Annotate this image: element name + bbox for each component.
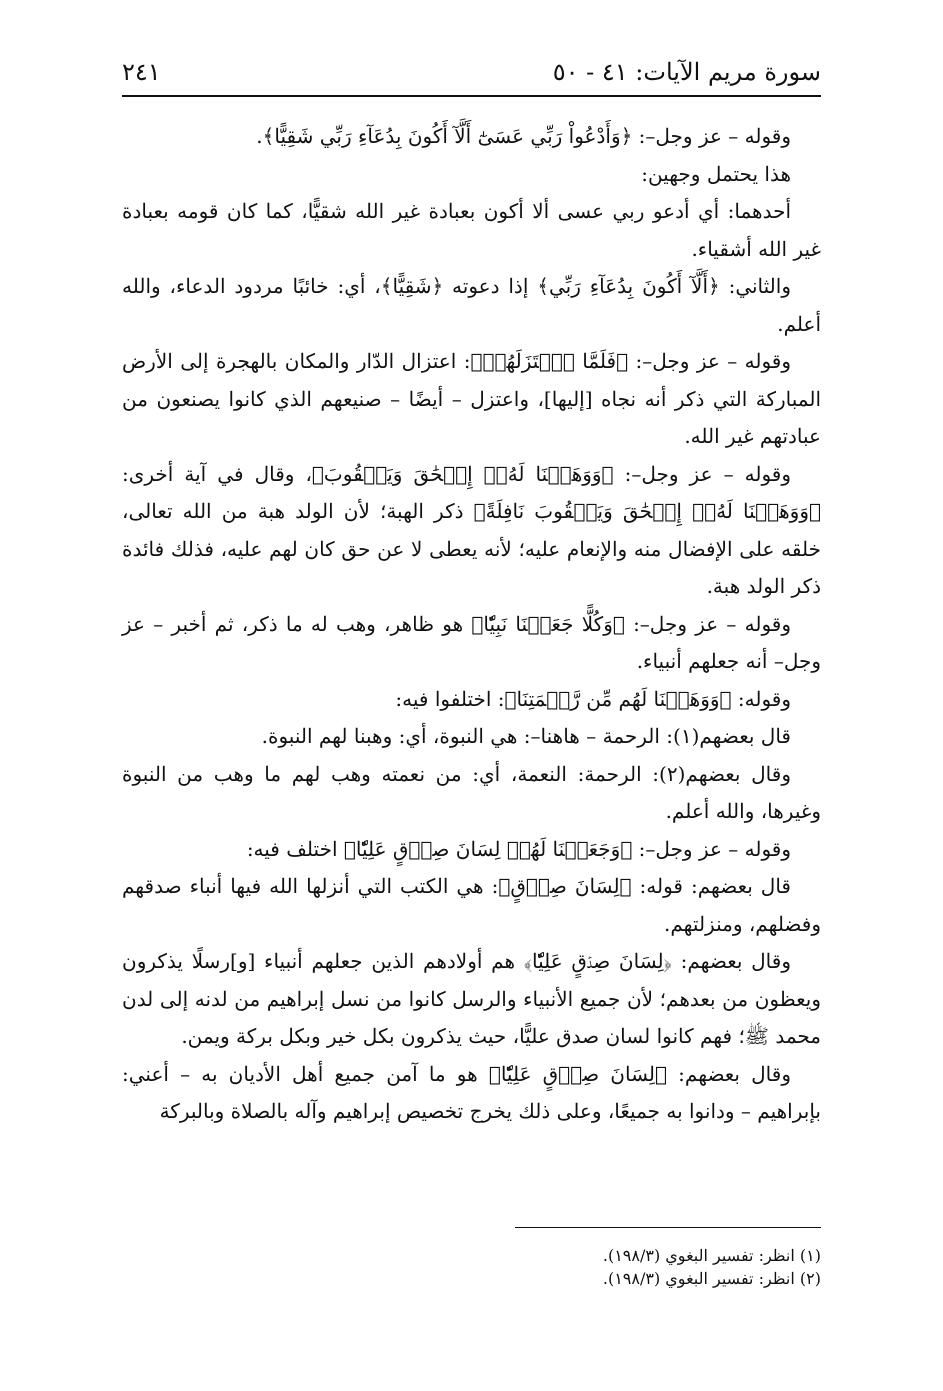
- paragraph: وقوله – عز وجل–: ﴿وَأَدْعُواْ رَبِّي عَسَىٰٓ أَلَّآ أَكُونَ بِدُعَآءِ رَبِّي شَقِيًّا﴾.: [256, 124, 791, 148]
- paragraph: وقال بعضهم: ﴿لِسَانَ صِدۡقٍ عَلِيّٗا﴾ هم أولادهم الذين جعلهم أنبياء [و]رسلًا يذكرون ويعظون من بعدهم؛ لأن جميع الأنبياء والرسل كانوا من نسل إبراهيم من لدنه إلى لدن محمد ﷺ؛ فهم كانوا لسان صدق عليًّا، حيث يذكرون بكل خير وبكل بركة ويمن.: [122, 949, 821, 1048]
- paragraph: وقوله – عز وجل–: ﴿وَجَعَلۡنَا لَهُمۡ لِسَانَ صِدۡقٍ عَلِيّٗا﴾ اختلف فيه:: [246, 836, 791, 861]
- paragraph: أحدهما: أي أدعو ربي عسى ألا أكون بعبادة غير الله شقيًّا، كما كان قومه بعبادة غير الله أشقياء.: [122, 199, 821, 261]
- footnote-rule: [515, 1227, 821, 1228]
- paragraph: والثاني: ﴿أَلَّآ أَكُونَ بِدُعَآءِ رَبِّي﴾ إذا دعوته ﴿شَقِيًّا﴾، أي: خائبًا مردود الدعاء، والله أعلم.: [122, 274, 821, 336]
- paragraph: هذا يحتمل وجهين:: [641, 161, 791, 186]
- page-header: [122, 56, 821, 96]
- paragraph: قال بعضهم: قوله: ﴿لِسَانَ صِدۡقٍ﴾: هي الكتب التي أنزلها الله فيها أنباء صدقهم وفضلهم، ومنزلتهم.: [122, 874, 821, 936]
- paragraph: وقال بعضهم: ﴿لِسَانَ صِدۡقٍ عَلِيّٗا﴾ هو ما آمن جميع أهل الأديان به – أعني: بإبراهيم – ودانوا به جميعًا، وعلى ذلك يخرج تخصيص إبراهيم وآله بالصلاة وبالبركة: [122, 1061, 821, 1123]
- page-number: ٢٤١: [122, 58, 161, 86]
- paragraph: وقوله – عز وجل–: ﴿وَوَهَبۡنَا لَهُۥٓ إِسۡحَٰقَ وَيَعۡقُوبَ﴾، وقال في آية أخرى: ﴿وَوَهَبۡنَا لَهُۥٓ إِسۡحَٰقَ وَيَعۡقُوبَ نَافِلَةً﴾ ذكر الهبة؛ لأن الولد هبة من الله تعالى، خلقه على الإفضال منه والإنعام عليه؛ لأنه يعطى لا عن حق كان لهم عليه، فذلك فائدة ذكر الولد هبة.: [122, 461, 821, 598]
- paragraph: قال بعضهم(١): الرحمة – هاهنا–: هي النبوة، أي: وهبنا لهم النبوة.: [261, 724, 791, 748]
- footnote: (١) انظر: تفسير البغوي (١٩٨/٣).: [602, 1246, 821, 1265]
- main-text: [122, 118, 821, 1131]
- footnote: (٢) انظر: تفسير البغوي (١٩٨/٣).: [602, 1269, 821, 1288]
- paragraph: وقوله: ﴿وَوَهَبۡنَا لَهُم مِّن رَّحۡمَتِنَا﴾: اختلفوا فيه:: [395, 686, 791, 711]
- footnotes: [122, 1244, 821, 1290]
- paragraph: وقوله – عز وجل–: ﴿وَكُلًّا جَعَلۡنَا نَبِيّٗا﴾ هو ظاهر، وهب له ما ذكر، ثم أخبر – عز وجل– أنه جعلهم أنبياء.: [122, 611, 821, 673]
- paragraph: وقوله – عز وجل–: ﴿فَلَمَّا ٱعۡتَزَلَهُمۡ﴾: اعتزال الدّار والمكان بالهجرة إلى الأرض المباركة التي ذكر أنه نجاه [إليها]، واعتزل – أيضًا – صنيعهم الذي كانوا يصنعون من عبادتهم غير الله.: [122, 349, 822, 448]
- running-title: سورة مريم الآيات: ٤١ - ٥٠: [552, 58, 821, 86]
- paragraph: وقال بعضهم(٢): الرحمة: النعمة، أي: من نعمته وهب لهم ما وهب من النبوة وغيرها، والله أعلم.: [122, 761, 821, 823]
- header-rule: [122, 95, 821, 97]
